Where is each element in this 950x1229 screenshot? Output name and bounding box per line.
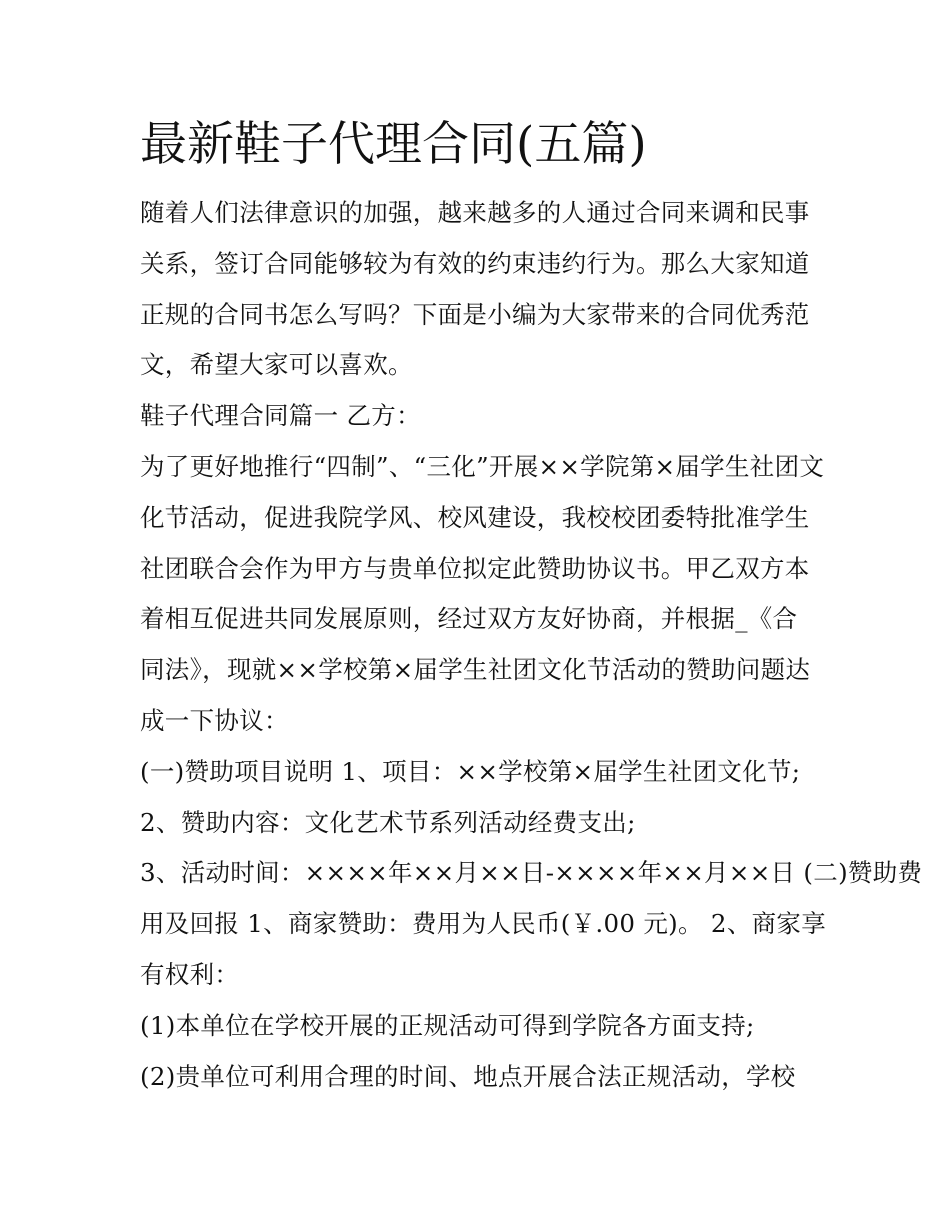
document-page <box>140 112 923 1102</box>
body-line: 化节活动，促进我院学风、校风建设，我校校团委特批准学生 <box>140 502 810 532</box>
body-line: 2、赞助内容：文化艺术节系列活动经费支出; <box>140 807 636 837</box>
section-heading: 鞋子代理合同篇一 乙方： <box>140 401 421 431</box>
body-line: (一)赞助项目说明 1、项目：××学校第×届学生社团文化节; <box>140 756 801 786</box>
body-line: 有权利： <box>140 959 240 989</box>
document-body <box>140 188 923 1102</box>
body-line: 着相互促进共同发展原则，经过双方友好协商，并根据_《合 <box>140 604 798 634</box>
body-line: 随着人们法律意识的加强，越来越多的人通过合同来调和民事 <box>140 198 810 227</box>
body-line: 社团联合会作为甲方与贵单位拟定此赞助协议书。甲乙双方本 <box>140 553 810 583</box>
body-line: 关系，签订合同能够较为有效的约束违约行为。那么大家知道 <box>140 248 810 278</box>
body-line: 同法》，现就××学校第×届学生社团文化节活动的赞助问题达 <box>140 655 811 685</box>
body-line: 成一下协议： <box>140 705 289 735</box>
document-title: 最新鞋子代理合同(五篇) <box>140 117 647 172</box>
body-line: 正规的合同书怎么写吗？下面是小编为大家带来的合同优秀范 <box>140 299 810 329</box>
body-line: 3、活动时间：××××年××月××日-××××年××月××日 (二)赞助费 <box>140 858 923 888</box>
body-line: (1)本单位在学校开展的正规活动可得到学院各方面支持; <box>140 1010 755 1040</box>
body-line: 为了更好地推行“四制”、“三化”开展××学院第×届学生社团文 <box>140 451 825 481</box>
body-line: 用及回报 1、商家赞助：费用为人民币(￥.00 元)。 2、商家享 <box>140 909 827 939</box>
body-line: (2)贵单位可利用合理的时间、地点开展合法正规活动，学校 <box>140 1061 796 1091</box>
body-line: 文，希望大家可以喜欢。 <box>140 350 413 380</box>
